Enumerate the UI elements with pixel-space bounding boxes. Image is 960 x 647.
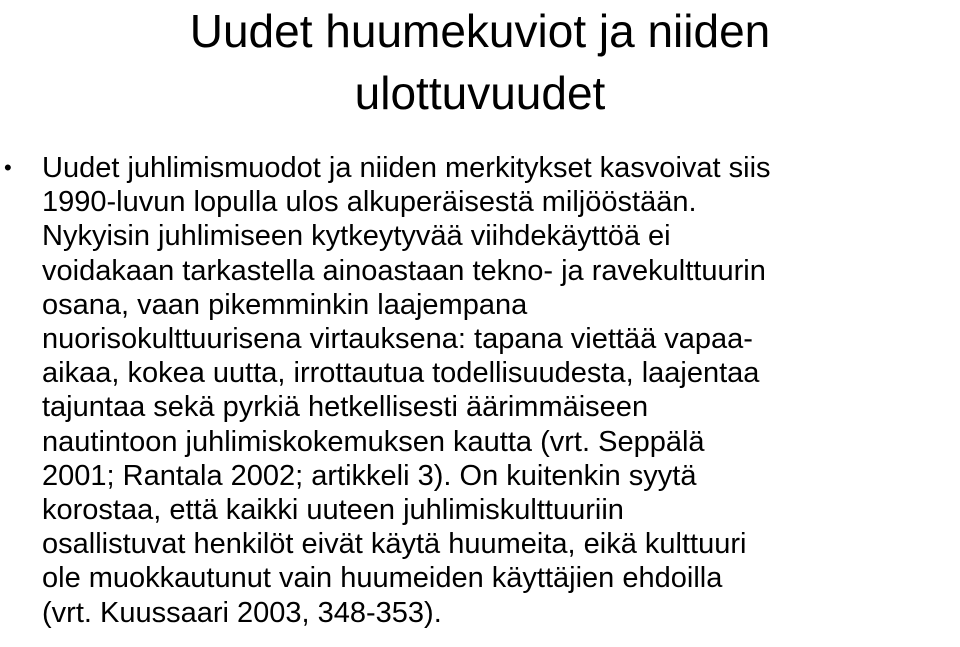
paragraph-line-7: aikaa, kokea uutta, irrottautua todellisuudesta, laajentaa	[42, 357, 760, 390]
paragraph-line-1: Uudet juhlimismuodot ja niiden merkitykset kasvoivat siis	[42, 152, 771, 184]
paragraph-line-9: nautintoon juhlimiskokemuksen kautta (vrt. Seppälä	[42, 425, 705, 458]
slide-title-line-1: Uudet huumekuviot ja niiden	[189, 5, 771, 57]
paragraph-line-8: tajuntaa sekä pyrkiä hetkellisesti äärimmäiseen	[42, 391, 649, 424]
slide-title	[0, 0, 960, 124]
paragraph-line-3: Nykyisin juhlimiseen kytkeytyvää viihdekäyttöä ei	[42, 220, 671, 253]
bullet-paragraph	[42, 151, 960, 630]
slide-title-line-2: ulottuvuudet	[354, 67, 606, 119]
paragraph-line-10: 2001; Rantala 2002; artikkeli 3). On kuitenkin syytä	[42, 459, 697, 492]
paragraph-line-14: (vrt. Kuussaari 2003, 348-353).	[42, 596, 442, 629]
paragraph-line-4: voidakaan tarkastella ainoastaan tekno- ja ravekulttuurin	[42, 254, 766, 287]
paragraph-line-12: osallistuvat henkilöt eivät käytä huumeita, eikä kulttuuri	[42, 528, 747, 561]
bullet-dot-icon: •	[4, 155, 12, 180]
paragraph-line-6: nuorisokulttuurisena virtauksena: tapana viettää vapaa-	[42, 323, 753, 356]
paragraph-line-2: 1990-luvun lopulla ulos alkuperäisestä miljööstään.	[42, 186, 697, 219]
paragraph-line-11: korostaa, että kaikki uuteen juhlimiskulttuuriin	[42, 494, 624, 527]
paragraph-line-5: osana, vaan pikemminkin laajempana	[42, 288, 528, 321]
paragraph-line-13: ole muokkautunut vain huumeiden käyttäjien ehdoilla	[42, 562, 723, 595]
